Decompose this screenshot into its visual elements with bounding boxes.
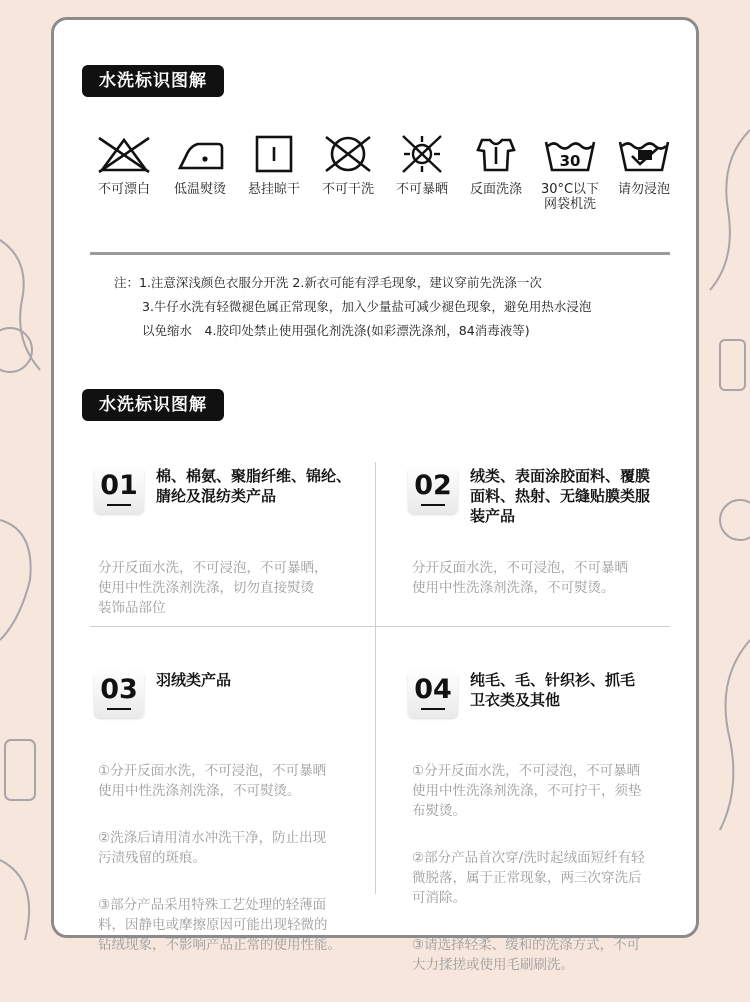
wash-inside-out-icon xyxy=(466,134,526,174)
number-underline xyxy=(421,504,445,506)
decorative-background-left xyxy=(0,220,50,960)
no-dry-clean-icon xyxy=(318,134,378,174)
care-symbol-machine-wash-30 xyxy=(534,134,606,212)
care-symbol-label: 不可暴晒 xyxy=(395,182,448,197)
category-description-paragraph: ②洗涤后请用清水冲洗干净，防止出现 污渍残留的斑痕。 xyxy=(98,830,327,866)
care-symbol-low-temp-iron xyxy=(164,134,236,197)
number-underline xyxy=(421,708,445,710)
category-description-paragraph: ③部分产品采用特殊工艺处理的轻薄面 料，因静电或摩擦原因可能出现轻微的 钻绒现象，不影响产品正常的使用性能。 xyxy=(98,897,341,953)
note-line-1: 注：1.注意深浅颜色衣服分开洗 2.新衣可能有浮毛现象，建议穿前先洗涤一次 xyxy=(114,275,542,290)
care-symbol-label: 悬挂晾干 xyxy=(247,182,300,197)
wash-temperature-value: 30 xyxy=(559,152,581,170)
care-symbol-label: 请勿浸泡 xyxy=(617,182,670,197)
section-title-fabric-categories: 水洗标识图解 xyxy=(82,389,224,421)
care-symbol-label: 30°C以下 网袋机洗 xyxy=(540,182,600,212)
care-symbol-no-soak xyxy=(608,134,680,197)
number-underline xyxy=(107,708,131,710)
number-underline xyxy=(107,504,131,506)
care-symbol-row xyxy=(90,134,680,244)
hang-dry-icon xyxy=(244,134,304,174)
care-symbol-label: 低温熨烫 xyxy=(173,182,226,197)
category-number-badge xyxy=(94,670,144,718)
machine-wash-30-icon xyxy=(540,134,600,174)
category-title: 纯毛、毛、针织衫、抓毛 卫衣类及其他 xyxy=(470,671,636,709)
care-symbol-label: 不可干洗 xyxy=(321,182,374,197)
category-description xyxy=(412,538,628,625)
low-temp-iron-icon xyxy=(170,134,230,174)
care-symbol-label: 不可漂白 xyxy=(97,182,150,197)
care-symbol-no-bleach xyxy=(88,134,160,197)
note-line-2: 3.牛仔水洗有轻微褪色属正常现象，加入少量盐可减少褪色现象，避免用热水浸泡 xyxy=(142,299,592,314)
category-number-badge xyxy=(408,466,458,514)
no-soak-icon xyxy=(614,134,674,174)
care-symbol-label: 反面洗涤 xyxy=(469,182,522,197)
care-symbol-hang-dry xyxy=(238,134,310,197)
category-description-paragraph: ①分开反面水洗，不可浸泡，不可暴晒 使用中性洗涤剂洗涤，不可熨烫。 xyxy=(98,763,327,799)
care-instructions-card xyxy=(51,17,699,973)
section-title-care-symbols: 水洗标识图解 xyxy=(82,65,224,97)
category-description-paragraph: ①分开反面水洗，不可浸泡，不可暴晒 使用中性洗涤剂洗涤，不可拧干，须垫 布熨烫。 xyxy=(412,763,642,819)
care-symbol-no-sun-dry xyxy=(386,134,458,197)
category-description-paragraph: 分开反面水洗，不可浸泡，不可暴晒 使用中性洗涤剂洗涤，不可熨烫。 xyxy=(412,560,628,596)
category-number-badge xyxy=(94,466,144,514)
category-description xyxy=(98,741,341,982)
section-divider xyxy=(90,252,670,255)
category-title: 羽绒类产品 xyxy=(156,671,232,689)
category-number: 02 xyxy=(414,470,452,501)
category-description xyxy=(412,741,645,1002)
category-number-badge xyxy=(408,670,458,718)
category-number: 03 xyxy=(100,674,138,705)
decorative-background-right xyxy=(700,120,750,840)
category-description-paragraph: ②部分产品首次穿/洗时起绒面短纤有轻 微脱落，属于正常现象，两三次穿洗后 可消除。 xyxy=(412,850,645,906)
no-bleach-icon xyxy=(94,134,154,174)
category-title: 绒类、表面涂胶面料、覆膜 面料、热射、无缝贴膜类服 装产品 xyxy=(470,467,651,525)
note-line-3: 以免缩水 4.胶印处禁止使用强化剂洗涤(如彩漂洗涤剂，84消毒液等) xyxy=(142,323,530,338)
washing-notes xyxy=(114,271,674,343)
category-description-paragraph: ③请选择轻柔、缓和的洗涤方式，不可 大力揉搓或使用毛刷刷洗。 xyxy=(412,937,641,973)
care-symbol-no-dry-clean xyxy=(312,134,384,197)
category-number: 01 xyxy=(100,470,138,501)
category-number: 04 xyxy=(414,674,452,705)
category-description-paragraph: 分开反面水洗，不可浸泡，不可暴晒， 使用中性洗涤剂洗涤，切勿直接熨烫 装饰品部位 xyxy=(98,560,328,616)
care-symbol-wash-inside-out xyxy=(460,134,532,197)
grid-vertical-divider xyxy=(375,462,376,894)
category-description xyxy=(98,538,328,645)
no-sun-dry-icon xyxy=(392,134,452,174)
category-title: 棉、棉氨、聚脂纤维、锦纶、 腈纶及混纺类产品 xyxy=(156,467,352,505)
